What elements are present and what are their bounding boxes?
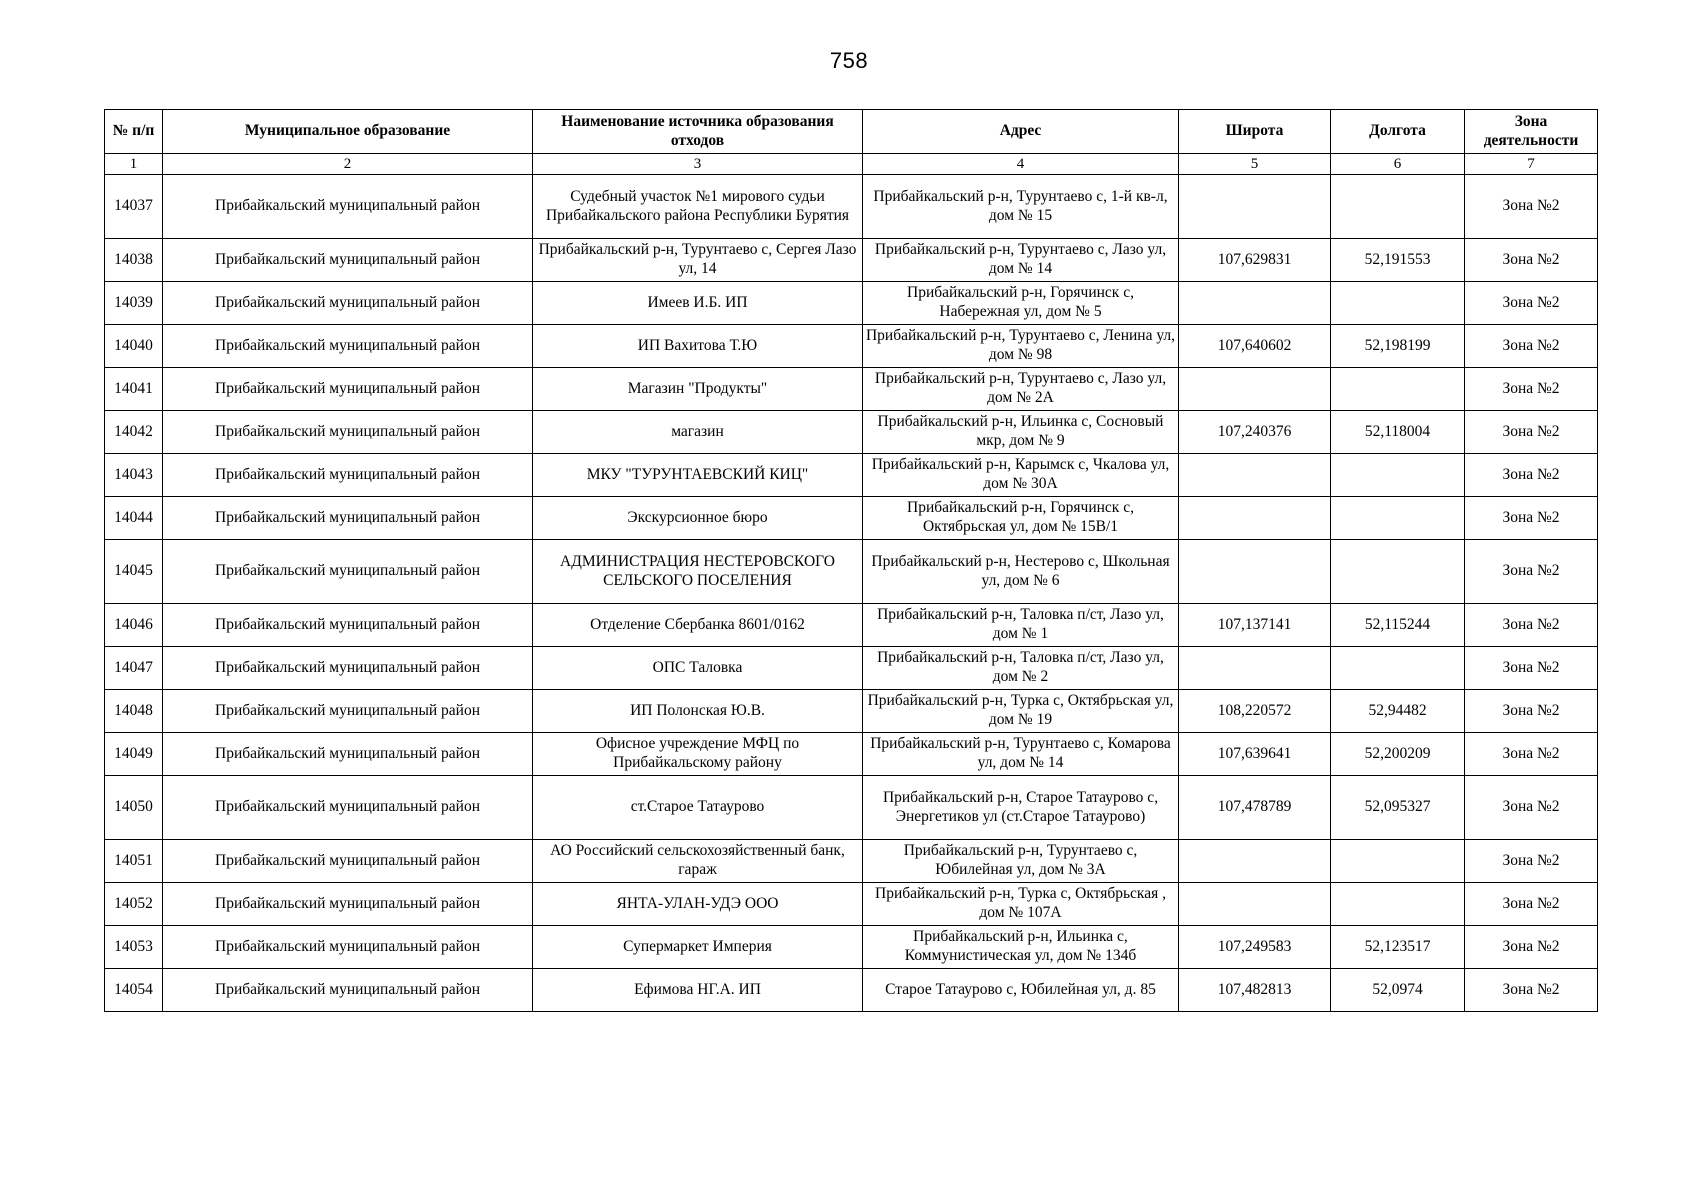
cell-latitude	[1179, 175, 1331, 239]
cell-municipality: Прибайкальский муниципальный район	[163, 690, 533, 733]
table-row	[105, 175, 1598, 239]
cell-municipality: Прибайкальский муниципальный район	[163, 926, 533, 969]
table-row	[105, 325, 1598, 368]
table-row	[105, 604, 1598, 647]
cell-municipality: Прибайкальский муниципальный район	[163, 368, 533, 411]
cell-latitude	[1179, 368, 1331, 411]
cell-municipality: Прибайкальский муниципальный район	[163, 604, 533, 647]
header-longitude: Долгота	[1331, 110, 1465, 154]
cell-longitude: 52,115244	[1331, 604, 1465, 647]
cell-index: 14050	[105, 776, 163, 840]
cell-source-name: Ефимова НГ.А. ИП	[533, 969, 863, 1012]
column-number: 7	[1465, 154, 1598, 175]
cell-latitude	[1179, 647, 1331, 690]
cell-source-name: АО Российский сельскохозяйственный банк, гараж	[533, 840, 863, 883]
cell-longitude	[1331, 175, 1465, 239]
header-address: Адрес	[863, 110, 1179, 154]
cell-zone: Зона №2	[1465, 883, 1598, 926]
cell-index: 14047	[105, 647, 163, 690]
cell-latitude: 107,640602	[1179, 325, 1331, 368]
cell-zone: Зона №2	[1465, 540, 1598, 604]
cell-municipality: Прибайкальский муниципальный район	[163, 540, 533, 604]
cell-latitude: 107,240376	[1179, 411, 1331, 454]
cell-municipality: Прибайкальский муниципальный район	[163, 454, 533, 497]
cell-address: Прибайкальский р-н, Турунтаево с, 1-й кв-л, дом № 15	[863, 175, 1179, 239]
waste-sources-table	[104, 109, 1598, 1012]
cell-zone: Зона №2	[1465, 840, 1598, 883]
cell-municipality: Прибайкальский муниципальный район	[163, 411, 533, 454]
cell-address: Прибайкальский р-н, Турунтаево с, Юбилейная ул, дом № 3А	[863, 840, 1179, 883]
cell-longitude: 52,94482	[1331, 690, 1465, 733]
cell-municipality: Прибайкальский муниципальный район	[163, 733, 533, 776]
cell-index: 14046	[105, 604, 163, 647]
cell-municipality: Прибайкальский муниципальный район	[163, 239, 533, 282]
cell-zone: Зона №2	[1465, 497, 1598, 540]
cell-address: Прибайкальский р-н, Турка с, Октябрьская ул, дом № 19	[863, 690, 1179, 733]
cell-source-name: АДМИНИСТРАЦИЯ НЕСТЕРОВСКОГО СЕЛЬСКОГО ПОСЕЛЕНИЯ	[533, 540, 863, 604]
cell-longitude	[1331, 282, 1465, 325]
cell-latitude	[1179, 454, 1331, 497]
column-number: 2	[163, 154, 533, 175]
cell-index: 14053	[105, 926, 163, 969]
table-body	[105, 175, 1598, 1012]
cell-longitude	[1331, 840, 1465, 883]
table-row	[105, 840, 1598, 883]
cell-index: 14043	[105, 454, 163, 497]
table-row	[105, 411, 1598, 454]
cell-source-name: Экскурсионное бюро	[533, 497, 863, 540]
cell-source-name: Имеев И.Б. ИП	[533, 282, 863, 325]
table-row	[105, 926, 1598, 969]
cell-longitude	[1331, 454, 1465, 497]
cell-zone: Зона №2	[1465, 325, 1598, 368]
cell-zone: Зона №2	[1465, 926, 1598, 969]
column-number: 5	[1179, 154, 1331, 175]
header-row	[105, 110, 1598, 154]
cell-municipality: Прибайкальский муниципальный район	[163, 647, 533, 690]
cell-address: Прибайкальский р-н, Старое Татаурово с, Энергетиков ул (ст.Старое Татаурово)	[863, 776, 1179, 840]
cell-latitude: 107,482813	[1179, 969, 1331, 1012]
table-row	[105, 540, 1598, 604]
cell-source-name: ст.Старое Татаурово	[533, 776, 863, 840]
table-row	[105, 776, 1598, 840]
cell-zone: Зона №2	[1465, 411, 1598, 454]
cell-zone: Зона №2	[1465, 604, 1598, 647]
cell-longitude: 52,0974	[1331, 969, 1465, 1012]
cell-source-name: Прибайкальский р-н, Турунтаево с, Сергея Лазо ул, 14	[533, 239, 863, 282]
cell-index: 14052	[105, 883, 163, 926]
header-municipality: Муниципальное образование	[163, 110, 533, 154]
cell-latitude: 108,220572	[1179, 690, 1331, 733]
table-row	[105, 497, 1598, 540]
cell-longitude	[1331, 883, 1465, 926]
page-number: 758	[829, 48, 869, 73]
column-number: 4	[863, 154, 1179, 175]
cell-source-name: магазин	[533, 411, 863, 454]
cell-zone: Зона №2	[1465, 282, 1598, 325]
table-row	[105, 883, 1598, 926]
cell-longitude	[1331, 647, 1465, 690]
table-row	[105, 733, 1598, 776]
cell-zone: Зона №2	[1465, 733, 1598, 776]
table-row	[105, 454, 1598, 497]
cell-latitude: 107,137141	[1179, 604, 1331, 647]
cell-longitude: 52,198199	[1331, 325, 1465, 368]
cell-zone: Зона №2	[1465, 690, 1598, 733]
header-source-name: Наименование источника образования отходов	[533, 110, 863, 154]
cell-index: 14045	[105, 540, 163, 604]
cell-source-name: Офисное учреждение МФЦ по Прибайкальскому району	[533, 733, 863, 776]
cell-longitude	[1331, 368, 1465, 411]
cell-latitude	[1179, 883, 1331, 926]
table-row	[105, 690, 1598, 733]
cell-address: Прибайкальский р-н, Карымск с, Чкалова ул, дом № 30А	[863, 454, 1179, 497]
cell-address: Прибайкальский р-н, Таловка п/ст, Лазо ул, дом № 2	[863, 647, 1179, 690]
cell-latitude: 107,478789	[1179, 776, 1331, 840]
cell-source-name: МКУ "ТУРУНТАЕВСКИЙ КИЦ"	[533, 454, 863, 497]
cell-source-name: Супермаркет Империя	[533, 926, 863, 969]
cell-longitude	[1331, 540, 1465, 604]
column-number: 1	[105, 154, 163, 175]
cell-latitude: 107,249583	[1179, 926, 1331, 969]
table-row	[105, 368, 1598, 411]
cell-municipality: Прибайкальский муниципальный район	[163, 840, 533, 883]
column-number-row	[105, 154, 1598, 175]
cell-index: 14049	[105, 733, 163, 776]
table-row	[105, 239, 1598, 282]
cell-zone: Зона №2	[1465, 239, 1598, 282]
cell-longitude: 52,095327	[1331, 776, 1465, 840]
cell-source-name: ИП Вахитова Т.Ю	[533, 325, 863, 368]
cell-latitude: 107,639641	[1179, 733, 1331, 776]
cell-zone: Зона №2	[1465, 969, 1598, 1012]
cell-longitude: 52,191553	[1331, 239, 1465, 282]
cell-zone: Зона №2	[1465, 175, 1598, 239]
cell-address: Прибайкальский р-н, Ильинка с, Коммунистическая ул, дом № 134б	[863, 926, 1179, 969]
cell-zone: Зона №2	[1465, 776, 1598, 840]
cell-address: Прибайкальский р-н, Турунтаево с, Лазо ул, дом № 2А	[863, 368, 1179, 411]
cell-index: 14054	[105, 969, 163, 1012]
cell-index: 14039	[105, 282, 163, 325]
column-number: 3	[533, 154, 863, 175]
header-index: № п/п	[105, 110, 163, 154]
cell-address: Прибайкальский р-н, Турунтаево с, Ленина ул, дом № 98	[863, 325, 1179, 368]
cell-longitude: 52,200209	[1331, 733, 1465, 776]
table-row	[105, 647, 1598, 690]
cell-address: Прибайкальский р-н, Нестерово с, Школьная ул, дом № 6	[863, 540, 1179, 604]
cell-municipality: Прибайкальский муниципальный район	[163, 969, 533, 1012]
cell-index: 14037	[105, 175, 163, 239]
cell-source-name: Отделение Сбербанка 8601/0162	[533, 604, 863, 647]
cell-address: Прибайкальский р-н, Горячинск с, Набережная ул, дом № 5	[863, 282, 1179, 325]
header-zone: Зона деятельности	[1465, 110, 1598, 154]
cell-municipality: Прибайкальский муниципальный район	[163, 282, 533, 325]
cell-longitude: 52,123517	[1331, 926, 1465, 969]
cell-latitude	[1179, 282, 1331, 325]
cell-index: 14044	[105, 497, 163, 540]
cell-index: 14040	[105, 325, 163, 368]
cell-municipality: Прибайкальский муниципальный район	[163, 497, 533, 540]
cell-index: 14041	[105, 368, 163, 411]
cell-source-name: Магазин "Продукты"	[533, 368, 863, 411]
cell-address: Прибайкальский р-н, Таловка п/ст, Лазо ул, дом № 1	[863, 604, 1179, 647]
cell-municipality: Прибайкальский муниципальный район	[163, 175, 533, 239]
cell-index: 14038	[105, 239, 163, 282]
cell-address: Старое Татаурово с, Юбилейная ул, д. 85	[863, 969, 1179, 1012]
column-number: 6	[1331, 154, 1465, 175]
cell-address: Прибайкальский р-н, Горячинск с, Октябрьская ул, дом № 15В/1	[863, 497, 1179, 540]
cell-municipality: Прибайкальский муниципальный район	[163, 776, 533, 840]
cell-address: Прибайкальский р-н, Турунтаево с, Лазо ул, дом № 14	[863, 239, 1179, 282]
cell-latitude	[1179, 540, 1331, 604]
cell-latitude	[1179, 497, 1331, 540]
cell-longitude: 52,118004	[1331, 411, 1465, 454]
cell-address: Прибайкальский р-н, Ильинка с, Сосновый мкр, дом № 9	[863, 411, 1179, 454]
cell-zone: Зона №2	[1465, 368, 1598, 411]
cell-source-name: ОПС Таловка	[533, 647, 863, 690]
cell-address: Прибайкальский р-н, Турка с, Октябрьская , дом № 107А	[863, 883, 1179, 926]
table-row	[105, 969, 1598, 1012]
cell-address: Прибайкальский р-н, Турунтаево с, Комарова ул, дом № 14	[863, 733, 1179, 776]
cell-source-name: ИП Полонская Ю.В.	[533, 690, 863, 733]
cell-latitude	[1179, 840, 1331, 883]
cell-index: 14048	[105, 690, 163, 733]
cell-municipality: Прибайкальский муниципальный район	[163, 883, 533, 926]
header-latitude: Широта	[1179, 110, 1331, 154]
cell-longitude	[1331, 497, 1465, 540]
cell-index: 14042	[105, 411, 163, 454]
cell-zone: Зона №2	[1465, 454, 1598, 497]
cell-zone: Зона №2	[1465, 647, 1598, 690]
cell-index: 14051	[105, 840, 163, 883]
cell-latitude: 107,629831	[1179, 239, 1331, 282]
table-row	[105, 282, 1598, 325]
cell-municipality: Прибайкальский муниципальный район	[163, 325, 533, 368]
cell-source-name: Судебный участок №1 мирового судьи Прибайкальского района Республики Бурятия	[533, 175, 863, 239]
cell-source-name: ЯНТА-УЛАН-УДЭ ООО	[533, 883, 863, 926]
